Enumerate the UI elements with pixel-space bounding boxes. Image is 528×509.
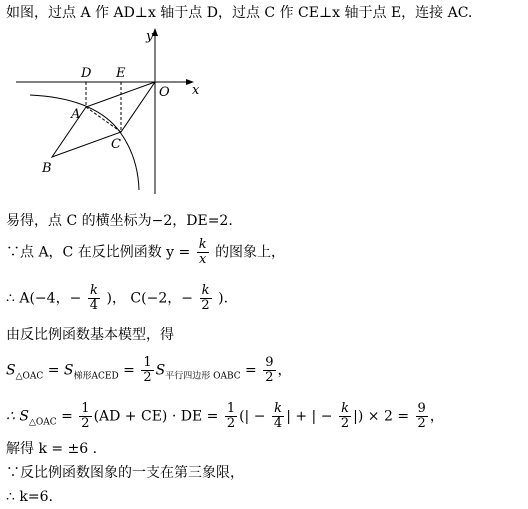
label-x: x [192,83,200,98]
label-A: A [71,107,81,122]
fraction-k-over-4-b: $\frac{k}{4}$ [273,401,283,431]
label-E: E [116,66,126,81]
solution-line-5: $S_{\triangle OAC} = S_{梯形ACED}$ = $\frac{1}{2}$ $S_{平行四边形 OABC}$ = $\frac{9}{2}$ ， [6,355,292,385]
label-B: B [42,161,52,176]
solution-text-9: ∴ k=6. [6,489,53,505]
problem-line-1: 如图，过点 A 作 AD⊥x 轴于点 D，过点 C 作 CE⊥x 轴于点 E，连接 AC. [6,5,473,21]
segment-AC [86,107,121,132]
solution-text-3c: ). [218,290,229,307]
solution-text-2a: ∵点 A，C 在反比例函数 y = [6,244,191,261]
fraction-one-half-2: $\frac{1}{2}$ [81,401,90,431]
label-O: O [159,85,170,100]
solution-text-3a: ∴ A(−4，− [6,290,82,307]
solution-line-8 [6,464,244,482]
fraction-nine-halves: $\frac{9}{2}$ [265,355,274,385]
solution-line-7 [6,440,97,458]
fraction-k-over-x: $\frac{k}{x}$ [198,237,207,267]
fraction-k-over-2-b: $\frac{k}{2}$ [340,401,350,431]
problem-text [6,4,472,22]
solution-line-1 [6,212,233,230]
solution-text-4: 由反比例函数基本模型，得 [6,327,174,343]
solution-text-3b: )， C(−2，− [106,290,193,307]
label-y: y [146,29,154,44]
solution-line-9 [6,488,53,506]
solution-line-6: ∴ $S_{\triangle OAC}$ = $\frac{1}{2}$ (AD + CE) · DE = $\frac{1}{2}$ (| − $\frac{k}{4}$ | + | − $\frac{k}{2}$ |) × 2 = $\frac{9}{2}$ ， [6,401,444,431]
fraction-one-half: $\frac{1}{2}$ [143,355,152,385]
solution-text-8: ∵反比例函数图象的一支在第三象限， [6,465,244,481]
fraction-nine-halves-2: $\frac{9}{2}$ [417,401,426,431]
label-D: D [81,66,92,81]
fraction-one-half-3: $\frac{1}{2}$ [226,401,236,431]
geometry-figure [0,22,528,222]
label-C: C [111,137,121,152]
solution-text-2b: 的图象上， [215,244,286,261]
solution-line-2 [6,238,285,267]
fraction-k-over-2: $\frac{k}{2}$ [201,283,210,313]
fraction-k-over-4: $\frac{k}{4}$ [89,283,99,313]
solution-line-4 [6,326,174,344]
solution-text-7: 解得 k = ±6 . [6,441,98,457]
solution-text-1: 易得，点 C 的横坐标为−2，DE=2. [6,213,233,229]
solution-line-3 [6,284,228,313]
